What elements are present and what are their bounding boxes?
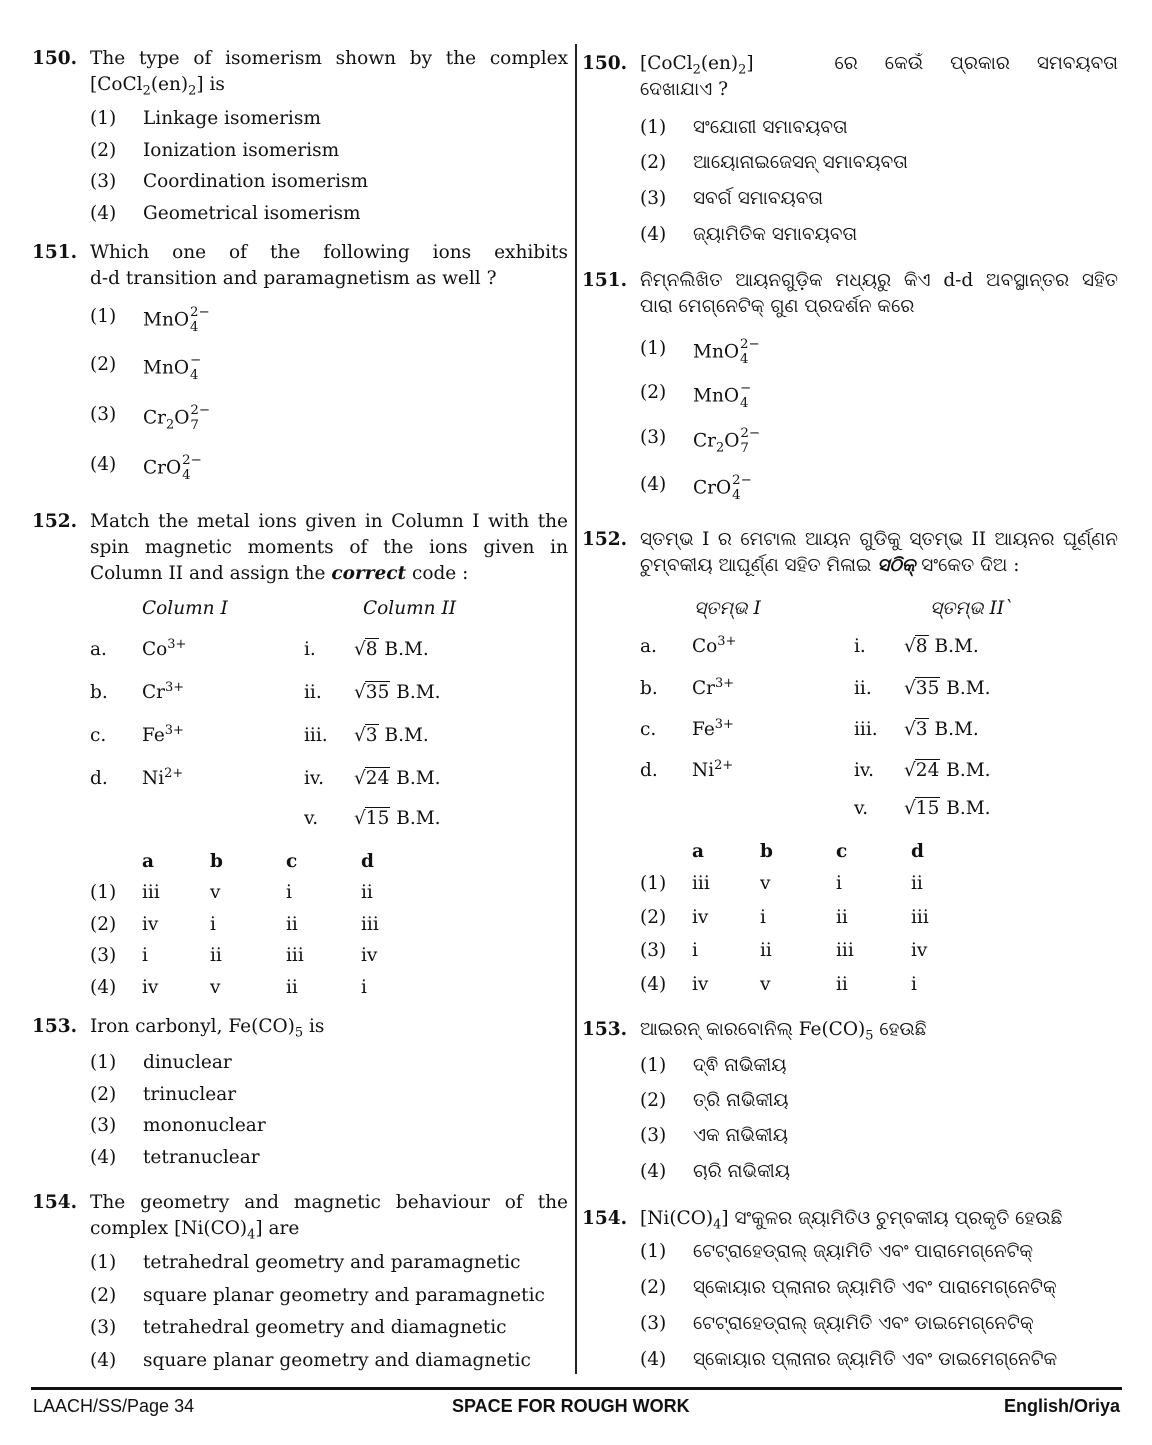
option[interactable]: (4) ଚାରି ନାଭିକୀୟ: [640, 1161, 791, 1182]
option[interactable]: (3) mononuclear: [90, 1115, 266, 1136]
option[interactable]: (2) square planar geometry and paramagnetic: [90, 1285, 545, 1306]
option[interactable]: (3) ସବର୍ଗ ସମାବୟବତା: [640, 188, 824, 209]
column-i-header: Column I: [142, 598, 228, 619]
option[interactable]: (4) CrO 2− 4: [640, 473, 752, 503]
option[interactable]: (3) $Cr_2O$ 2− 7: [90, 403, 211, 433]
option[interactable]: (2) trinuclear: [90, 1084, 237, 1105]
question-150-oriya: 150. $[CoCl_2(en)_2]$ ରେ କେଉଁ ପ୍ରକାର ସମବୟବତା ଦେଖାଯାଏ ?: [582, 53, 1118, 100]
option[interactable]: (4) Geometrical isomerism: [90, 203, 361, 224]
option[interactable]: (1) dinuclear: [90, 1052, 232, 1073]
option[interactable]: (1) ଟେଟ୍ରାହେଡ୍ରାଲ୍ ଜ୍ୟାମିତି ଏବଂ ପାରାମେଗ୍ନେଟିକ୍: [640, 1241, 1034, 1262]
option[interactable]: (4) ଜ୍ୟାମିତିକ ସମାବୟବତା: [640, 224, 858, 245]
option[interactable]: (1) tetrahedral geometry and paramagnetic: [90, 1252, 521, 1273]
option[interactable]: (3) ଏକ ନାଭିକୀୟ: [640, 1125, 788, 1146]
question-152: 152. Match the metal ions given in Column I with the spin magnetic moments of the ions given in Column II and assign the correct code :: [32, 511, 568, 584]
option[interactable]: (3) Coordination isomerism: [90, 171, 369, 192]
question-150: 150. The type of isomerism shown by the complex $[CoCl_2(en)_2]$ is: [32, 48, 568, 99]
question-152-oriya: 152. ସ୍ତମ୍ଭ I ର ମେଟାଲ ଆୟନ ଗୁଡିକୁ ସ୍ତମ୍ଭ II ଆୟନର ଘୂର୍ଣ୍ଣନ ଚୁମ୍ବକୀୟ ଆଘୂର୍ଣ୍ଣ ସହିତ ମିଳାଇ ସଠିକ୍ ସଂକେତ ଦିଅ :: [582, 529, 1118, 576]
option[interactable]: (4) tetranuclear: [90, 1147, 260, 1168]
option[interactable]: (3) tetrahedral geometry and diamagnetic: [90, 1317, 507, 1338]
option[interactable]: (2) Ionization isomerism: [90, 140, 340, 161]
option[interactable]: (3) ଟେଟ୍ରାହେଡ୍ରାଲ୍ ଜ୍ୟାମିତି ଏବଂ ଡାଇମେଗ୍ନେଟିକ୍: [640, 1313, 1034, 1334]
option[interactable]: (3) $Cr_2O$ 2− 7: [640, 426, 761, 456]
option[interactable]: (4) square planar geometry and diamagnetic: [90, 1350, 531, 1371]
column-divider: [575, 44, 577, 1374]
footer-rule: [31, 1387, 1122, 1390]
option[interactable]: (1) Linkage isomerism: [90, 108, 321, 129]
question-number: 150.: [32, 48, 78, 69]
question-text: The type of isomerism shown by the complex: [90, 48, 568, 69]
option[interactable]: (2) MnO − 4: [90, 353, 202, 383]
option[interactable]: (2) ସ୍କୋୟାର ପ୍ଲାନାର ଜ୍ୟାମିତି ଏବଂ ପାରାମେଗ୍ନେଟିକ୍: [640, 1277, 1057, 1298]
option[interactable]: (2) ଆୟୋନାଇଜେସନ୍ ସମାବୟବତା: [640, 152, 908, 173]
page-id: LAACH/SS/Page 34: [33, 1396, 195, 1416]
option[interactable]: (2) ତ୍ରି ନାଭିକୀୟ: [640, 1090, 789, 1111]
question-151-oriya: 151. ନିମ୍ନଲିଖିତ ଆୟନଗୁଡ଼ିକ ମଧ୍ୟରୁ କିଏ d-d ଅବସ୍ଥାନ୍ତର ସହିତ ପାରା ମେଗ୍ନେଟିକ୍ ଗୁଣ ପ୍ରଦର୍ଶନ କରେ: [582, 270, 1118, 317]
question-154-oriya: 154. $[Ni(CO)_4]$ ସଂକୁଳର ଜ୍ୟାମିତିଓ ଚୁମ୍ବକୀୟ ପ୍ରକୃତି ହେଉଛି: [582, 1208, 1063, 1233]
question-154: 154. The geometry and magnetic behaviour of the complex $[Ni(CO)_4]$ are: [32, 1192, 568, 1243]
option[interactable]: (1) MnO 2− 4: [90, 305, 210, 335]
option[interactable]: (4) CrO 2− 4: [90, 453, 202, 483]
rough-work-label: SPACE FOR ROUGH WORK: [452, 1396, 690, 1416]
column-ii-header: Column II: [363, 598, 457, 619]
option[interactable]: (1) ଦ୍ଵି ନାଭିକୀୟ: [640, 1055, 787, 1076]
option[interactable]: (4) ସ୍କୋୟାର ପ୍ଲାନାର ଜ୍ୟାମିତି ଏବଂ ଡାଇମେଗ୍ନେଟିକ: [640, 1349, 1058, 1370]
option[interactable]: (1) MnO 2− 4: [640, 337, 760, 367]
language-label: English/Oriya: [1003, 1396, 1120, 1416]
option[interactable]: (1) ସଂଯୋଗୀ ସମାବୟବତା: [640, 117, 848, 138]
question-151: 151. Which one of the following ions exhibits d-d transition and paramagnetism as well ?: [32, 242, 568, 289]
question-153-oriya: 153. ଆଇରନ୍ କାରବୋନିଲ୍ $Fe(CO)_5$ ହେଉଛି: [582, 1019, 927, 1044]
question-153: 153. Iron carbonyl, $Fe(CO)_5$ is: [32, 1016, 325, 1041]
option[interactable]: (2) MnO − 4: [640, 381, 752, 411]
